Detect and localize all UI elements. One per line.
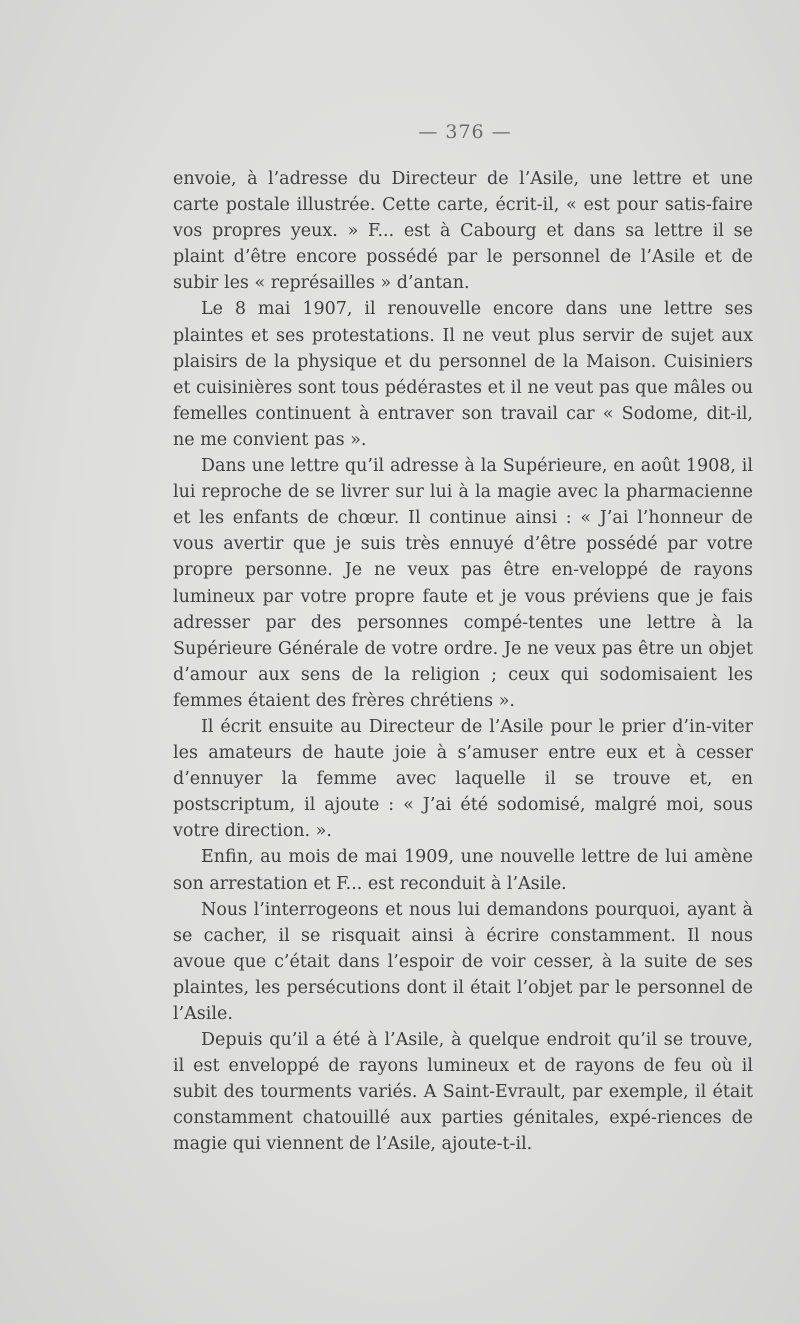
paragraph: Enfin, au mois de mai 1909, une nouvelle lettre de lui amène son arrestation et F... est reconduit à l’Asile. [173,847,753,894]
paragraph: Dans une lettre qu’il adresse à la Supérieure, en août 1908, il lui reproche de se livrer sur lui à la magie avec la pharmacienne et les enfants de chœur. Il continue ainsi : « J’ai l’honneur de vous avertir que je suis très ennuyé d’être possédé par votre propre personne. Je ne veux pas être en-veloppé de rayons lumineux par votre propre faute et je vous préviens que je fais adresser par des personnes compé-tentes une lettre à la Supérieure Générale de votre ordre. Je ne veux pas être un objet d’amour aux sens de la religion ; ceux qui sodomisaient les femmes étaient des frères chrétiens ». [173,456,753,711]
paragraph: envoie, à l’adresse du Directeur de l’Asile, une lettre et une carte postale illustrée. Cette carte, écrit-il, « est pour satis-faire vos propres yeux. » F... est à Cabourg et dans sa lettre il se plaint d’être encore possédé par le personnel de l’Asile et de subir les « représailles » d’antan. [173,169,753,294]
paragraph: Depuis qu’il a été à l’Asile, à quelque endroit qu’il se trouve, il est enveloppé de rayons lumineux et de rayons de feu où il subit des tourments variés. A Saint-Evrault, par exemple, il était constamment chatouillé aux parties génitales, expé-riences de magie qui viennent de l’Asile, ajoute-t-il. [173,1030,753,1155]
paragraph: Le 8 mai 1907, il renouvelle encore dans une lettre ses plaintes et ses protestations. Il ne veut plus servir de sujet aux plaisirs de la physique et du personnel de la Maison. Cuisiniers et cuisinières sont tous pédérastes et il ne veut pas que mâles ou femelles continuent à entraver son travail car « Sodome, dit-il, ne me convient pas ». [173,299,753,450]
paragraph: Il écrit ensuite au Directeur de l’Asile pour le prier d’in-viter les amateurs de haute joie à s’amuser entre eux et à cesser d’ennuyer la femme avec laquelle il se trouve et, en postscriptum, il ajoute : « J’ai été sodomisé, malgré moi, sous votre direction. ». [173,716,753,842]
page-number: — 376 — [418,121,512,143]
paragraph: Nous l’interrogeons et nous lui demandons pourquoi, ayant à se cacher, il se risquait ainsi à écrire constamment. Il nous avoue que c’était dans l’espoir de voir cesser, à la suite de ses plaintes, les persécutions dont il était l’objet par le personnel de l’Asile. [173,899,753,1024]
page-text [173,166,753,1158]
